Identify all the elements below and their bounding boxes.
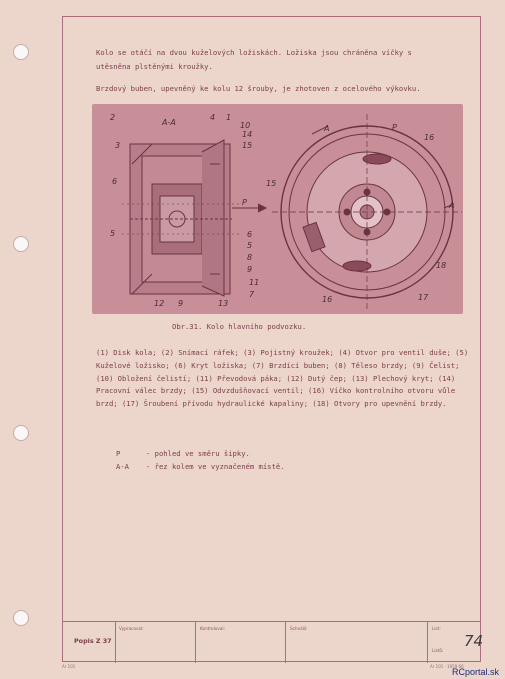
figure-label: 6 xyxy=(247,230,253,239)
figure-label: 12 xyxy=(154,299,165,308)
figure-label: 17 xyxy=(418,293,429,302)
punch-hole xyxy=(13,236,29,252)
figure-label: 16 xyxy=(424,133,435,142)
figure-label: 9 xyxy=(178,299,184,308)
figure-label: 2 xyxy=(110,113,116,122)
punch-hole xyxy=(13,44,29,60)
intro-text-line: Brzdový buben, upevněný ke kolu 12 šrouby, je zhotoven z ocelového výkovku. xyxy=(96,84,421,93)
watermark: RCportal.sk xyxy=(451,667,499,677)
punch-hole xyxy=(13,610,29,626)
field-label: List: xyxy=(432,626,441,631)
figure-label: A-A xyxy=(162,118,176,127)
figure-label: 5 xyxy=(247,241,253,250)
figure-label: 15 xyxy=(242,141,253,150)
print-code: Ar 101 · 1959 66 xyxy=(430,664,464,669)
key-description: - pohled ve směru šipky. xyxy=(146,449,250,458)
key-symbol: P xyxy=(116,449,121,458)
title-block xyxy=(62,621,484,662)
figure-label: 1 xyxy=(226,113,232,122)
intro-text-line: Kolo se otáčí na dvou kuželových ložiskách. Ložiska jsou chráněna víčky s xyxy=(96,48,412,57)
figure-label: 11 xyxy=(249,278,260,287)
figure-label: 9 xyxy=(247,265,253,274)
print-code: Ar 101 xyxy=(62,664,76,669)
figure-label: P xyxy=(392,123,397,132)
key-symbol: A-A xyxy=(116,462,129,471)
intro-text-line: utěsněna plstěnými kroužky. xyxy=(96,62,213,71)
figure-label: 14 xyxy=(242,130,253,139)
page-number: 74 xyxy=(464,632,484,650)
figure-label: 13 xyxy=(218,299,229,308)
figure-caption: Obr.31. Kolo hlavního podvozku. xyxy=(172,322,307,331)
figure-label: 10 xyxy=(240,121,251,130)
field-label: Kontroloval: xyxy=(200,626,225,631)
figure-label: A xyxy=(449,201,455,210)
field-label: Vypracoval: xyxy=(119,626,144,631)
field-label: Listů: xyxy=(432,648,444,653)
figure-label: 4 xyxy=(210,113,216,122)
document-id: Popis Z 37 xyxy=(74,637,112,645)
figure-label: 16 xyxy=(322,295,333,304)
figure-label: 8 xyxy=(247,253,253,262)
key-description: - řez kolem ve vyznačeném místě. xyxy=(146,462,285,471)
figure-label: 15 xyxy=(266,179,277,188)
wheel-figure xyxy=(92,104,463,314)
figure-label: 6 xyxy=(112,177,118,186)
figure-label: 5 xyxy=(110,229,116,238)
figure-label: 3 xyxy=(115,141,121,150)
figure-label: P xyxy=(242,198,247,207)
figure-label: 18 xyxy=(436,261,447,270)
punch-hole xyxy=(13,425,29,441)
figure-label: 7 xyxy=(249,290,255,299)
figure-label: A xyxy=(324,124,330,133)
figure-legend: (1) Disk kola; (2) Snímací ráfek; (3) Pojistný kroužek; (4) Otvor pro ventil duše; (5) Kuželové ložisko; (6) Kryt ložiska; (7) Brzdící buben; (8) Těleso brzdy; (9) Čelist; (10) Obložení čelistí; (11) Převodová páka; (12) Dutý čep; (13) Plechový kryt; (14) Pracovní válec brzdy; (15) Odvzdušňovací ventil; (16) Víčko kontrolního otvoru vůle brzd; (17) Šroubení přívodu hydraulické kapaliny; (18) Otvory pro upevnění brzdy. xyxy=(96,348,469,409)
field-label: Schválil: xyxy=(290,626,308,631)
